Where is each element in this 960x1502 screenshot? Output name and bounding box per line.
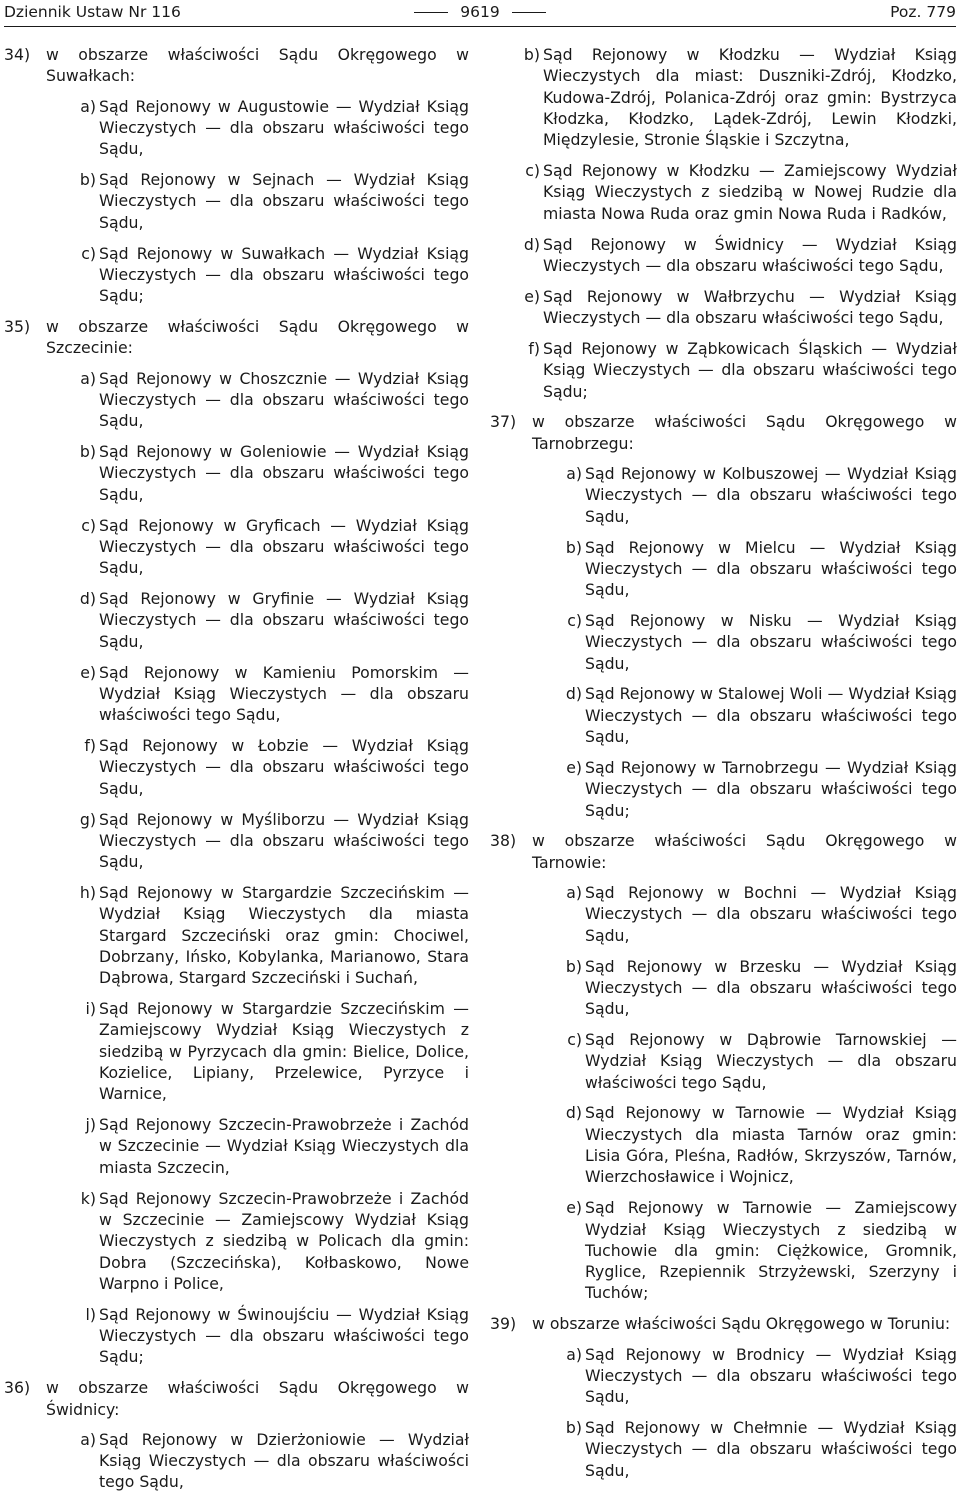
list-item xyxy=(490,956,957,1020)
item-text: Sąd Rejonowy w Goleniowie — Wydział Ksiąg Wieczystych — dla obszaru właściwości tego Sądu, xyxy=(99,442,469,504)
list-item xyxy=(490,1344,957,1408)
list-item xyxy=(4,735,469,799)
item-letter: d) xyxy=(565,1103,582,1123)
section-heading: w obszarze właściwości Sądu Okręgowego w Świdnicy: xyxy=(46,1378,469,1419)
item-letter: d) xyxy=(565,684,582,704)
item-letter: g) xyxy=(79,809,96,829)
item-text: Sąd Rejonowy w Ząbkowicach Śląskich — Wydział Ksiąg Wieczystych — dla obszaru właściwości tego Sądu; xyxy=(543,338,957,401)
item-text: Sąd Rejonowy w Wałbrzychu — Wydział Ksiąg Wieczystych — dla obszaru właściwości tego Sądu, xyxy=(543,286,957,328)
list-item xyxy=(490,1102,957,1187)
list-item xyxy=(4,96,469,160)
item-text: Sąd Rejonowy w Bochni — Wydział Ksiąg Wieczystych — dla obszaru właściwości tego Sądu, xyxy=(585,883,957,945)
item-letter: a) xyxy=(566,1344,582,1364)
list-item xyxy=(490,882,957,946)
item-text: Sąd Rejonowy w Tarnowie — Wydział Ksiąg Wieczystych dla miasta Tarnów oraz gmin: Lisia Góra, Pleśna, Radłów, Skrzyszów, Tarnów, Wierzchosławice i Wojnicz, xyxy=(585,1103,957,1187)
item-text: Sąd Rejonowy w Dzierżoniowie — Wydział Ksiąg Wieczystych — dla obszaru właściwości tego Sądu, xyxy=(99,1429,469,1492)
list-item xyxy=(490,286,957,329)
item-letter: e) xyxy=(524,286,540,306)
list-item xyxy=(4,1188,469,1294)
section-34 xyxy=(4,44,469,306)
page-number: 9619 xyxy=(460,3,500,21)
item-text: Sąd Rejonowy w Gryfinie — Wydział Ksiąg Wieczystych — dla obszaru właściwości tego Sądu, xyxy=(99,589,469,651)
list-item xyxy=(490,338,957,402)
item-letter: a) xyxy=(566,883,582,903)
item-letter: c) xyxy=(81,515,96,535)
item-letter: b) xyxy=(565,1418,582,1438)
item-letter: c) xyxy=(567,1030,582,1049)
item-text: Sąd Rejonowy w Świdnicy — Wydział Ksiąg Wieczystych — dla obszaru właściwości tego Sądu, xyxy=(543,234,957,275)
item-letter: a) xyxy=(80,96,96,116)
item-text: Sąd Rejonowy w Dąbrowie Tarnowskiej — Wydział Ksiąg Wieczystych — dla obszaru właściwości tego Sądu, xyxy=(585,1030,957,1092)
section-39 xyxy=(490,1313,957,1481)
section-37 xyxy=(490,411,957,820)
item-letter: b) xyxy=(565,956,582,976)
section-35 xyxy=(4,316,469,1368)
item-letter: f) xyxy=(84,736,96,756)
item-text: Sąd Rejonowy Szczecin-Prawobrzeże i Zachód w Szczecinie — Zamiejscowy Wydział Ksiąg Wieczystych z siedzibą w Policach dla gmin: Dobra (Szczecińska), Kołbaskowo, Nowe Warpno i Police, xyxy=(99,1188,469,1293)
list-item xyxy=(4,588,469,652)
section-number: 39) xyxy=(490,1314,517,1334)
list-item xyxy=(4,1114,469,1178)
item-text: Sąd Rejonowy w Stargardzie Szczecińskim — Zamiejscowy Wydział Ksiąg Wieczystych z siedzibą w Pyrzycach dla gmin: Bielice, Dolice, Kozielice, Lipiany, Przelewice, Pyrzyce i Warnice, xyxy=(99,999,469,1104)
list-item xyxy=(490,610,957,674)
item-text: Sąd Rejonowy w Kolbuszowej — Wydział Ksiąg Wieczystych — dla obszaru właściwości tego Sądu, xyxy=(585,464,957,526)
section-number: 38) xyxy=(490,831,517,851)
item-text: Sąd Rejonowy w Stalowej Woli — Wydział Ksiąg Wieczystych — dla obszaru właściwości tego Sądu, xyxy=(585,684,957,747)
item-letter: a) xyxy=(80,1429,96,1449)
list-item xyxy=(490,463,957,527)
list-item xyxy=(490,1417,957,1481)
item-letter: a) xyxy=(566,464,582,484)
item-letter: j) xyxy=(85,1115,96,1135)
list-item xyxy=(490,757,957,821)
item-letter: c) xyxy=(525,161,540,181)
list-item xyxy=(4,882,469,988)
item-text: Sąd Rejonowy w Chełmnie — Wydział Ksiąg Wieczystych — dla obszaru właściwości tego Sądu, xyxy=(585,1418,957,1480)
item-letter: e) xyxy=(80,662,96,682)
list-item xyxy=(4,662,469,726)
list-item xyxy=(490,683,957,747)
item-letter: e) xyxy=(566,1198,582,1218)
section-36 xyxy=(4,1377,469,1492)
page-number-block xyxy=(4,2,956,22)
item-text: Sąd Rejonowy w Łobzie — Wydział Ksiąg Wieczystych — dla obszaru właściwości tego Sądu, xyxy=(99,736,469,798)
item-letter: c) xyxy=(81,243,96,263)
left-column xyxy=(4,44,469,1502)
item-text: Sąd Rejonowy w Mielcu — Wydział Ksiąg Wieczystych — dla obszaru właściwości tego Sądu, xyxy=(585,537,957,600)
list-item xyxy=(490,1197,957,1303)
item-text: Sąd Rejonowy w Myśliborzu — Wydział Ksiąg Wieczystych — dla obszaru właściwości tego Sądu, xyxy=(99,809,469,872)
list-item xyxy=(4,809,469,873)
section-38 xyxy=(490,830,957,1303)
list-item xyxy=(4,243,469,307)
list-item xyxy=(4,1429,469,1493)
section-heading: w obszarze właściwości Sądu Okręgowego w Tarnowie: xyxy=(532,831,957,872)
item-text: Sąd Rejonowy w Kamieniu Pomorskim — Wydział Ksiąg Wieczystych — dla obszaru właściwości tego Sądu, xyxy=(99,662,469,725)
section-heading: w obszarze właściwości Sądu Okręgowego w Toruniu: xyxy=(532,1314,951,1334)
section-number: 35) xyxy=(4,317,31,337)
item-text: Sąd Rejonowy w Suwałkach — Wydział Ksiąg Wieczystych — dla obszaru właściwości tego Sądu; xyxy=(99,243,469,306)
item-letter: b) xyxy=(79,442,96,462)
list-item xyxy=(490,44,957,150)
item-letter: h) xyxy=(79,883,96,903)
list-item xyxy=(4,368,469,432)
item-text: Sąd Rejonowy w Gryficach — Wydział Ksiąg Wieczystych — dla obszaru właściwości tego Sądu, xyxy=(99,515,469,578)
section-heading: w obszarze właściwości Sądu Okręgowego w Tarnobrzegu: xyxy=(532,412,957,453)
right-column xyxy=(490,44,957,1491)
section-number: 37) xyxy=(490,412,517,432)
item-letter: l) xyxy=(85,1304,96,1324)
item-letter: k) xyxy=(80,1188,96,1208)
item-text: Sąd Rejonowy w Sejnach — Wydział Ksiąg Wieczystych — dla obszaru właściwości tego Sądu, xyxy=(99,170,469,232)
list-item xyxy=(4,169,469,233)
item-text: Sąd Rejonowy w Kłodzku — Zamiejscowy Wydział Ksiąg Wieczystych z siedzibą w Nowej Rudzie dla miasta Nowa Ruda oraz gmin Nowa Ruda i Radków, xyxy=(543,161,957,223)
list-item xyxy=(4,441,469,505)
item-letter: d) xyxy=(523,234,540,254)
item-text: Sąd Rejonowy w Brodnicy — Wydział Ksiąg Wieczystych — dla obszaru właściwości tego Sądu, xyxy=(585,1344,957,1407)
section-heading: w obszarze właściwości Sądu Okręgowego w Suwałkach: xyxy=(46,45,469,86)
item-text: Sąd Rejonowy w Nisku — Wydział Ksiąg Wieczystych — dla obszaru właściwości tego Sądu, xyxy=(585,610,957,673)
list-item xyxy=(4,1304,469,1368)
item-text: Sąd Rejonowy w Tarnobrzegu — Wydział Ksiąg Wieczystych — dla obszaru właściwości tego Sądu; xyxy=(585,757,957,820)
journal-title: Dziennik Ustaw Nr 116 xyxy=(4,3,181,21)
list-item xyxy=(4,998,469,1104)
list-item xyxy=(490,1029,957,1093)
item-text: Sąd Rejonowy Szczecin-Prawobrzeże i Zachód w Szczecinie — Wydział Ksiąg Wieczystych dla miasta Szczecin, xyxy=(99,1115,469,1177)
item-letter: f) xyxy=(528,338,540,358)
list-item xyxy=(490,537,957,601)
item-letter: d) xyxy=(79,589,96,609)
item-letter: e) xyxy=(566,757,582,777)
page-header xyxy=(4,0,956,26)
item-text: Sąd Rejonowy w Stargardzie Szczecińskim — Wydział Ksiąg Wieczystych dla miasta Stargard Szczeciński oraz gmin: Chociwel, Dobrzany, Ińsko, Kobylanka, Marianowo, Stara Dąbrowa, Stargard Szczeciński i Suchań, xyxy=(99,883,469,988)
section-heading: w obszarze właściwości Sądu Okręgowego w Szczecinie: xyxy=(46,317,469,358)
item-text: Sąd Rejonowy w Brzesku — Wydział Ksiąg Wieczystych — dla obszaru właściwości tego Sądu, xyxy=(585,956,957,1019)
section-number: 36) xyxy=(4,1378,31,1398)
position-number: Poz. 779 xyxy=(890,3,956,21)
item-text: Sąd Rejonowy w Tarnowie — Zamiejscowy Wydział Ksiąg Wieczystych z siedzibą w Tuchowie dla gmin: Ciężkowice, Gromnik, Ryglice, Rzepiennik Strzyżewski, Szerzyny i Tuchów; xyxy=(585,1198,957,1303)
item-letter: a) xyxy=(80,368,96,388)
item-letter: i) xyxy=(85,999,96,1019)
list-item xyxy=(490,234,957,277)
header-rule xyxy=(4,26,956,27)
section-number: 34) xyxy=(4,45,31,64)
item-text: Sąd Rejonowy w Choszcznie — Wydział Ksiąg Wieczystych — dla obszaru właściwości tego Sądu, xyxy=(99,368,469,431)
item-letter: b) xyxy=(523,45,540,64)
item-letter: b) xyxy=(565,537,582,557)
item-text: Sąd Rejonowy w Świnoujściu — Wydział Ksiąg Wieczystych — dla obszaru właściwości tego Sądu; xyxy=(99,1304,469,1367)
item-text: Sąd Rejonowy w Kłodzku — Wydział Ksiąg Wieczystych dla miast: Duszniki-Zdrój, Kłodzko, Kudowa-Zdrój, Polanica-Zdrój oraz gmin: Bystrzyca Kłodzka, Kłodzko, Lądek-Zdrój, Lewin Kłodzki, Międzylesie, Stronie Śląskie i Szczytna, xyxy=(543,45,957,150)
item-letter: c) xyxy=(567,610,582,630)
item-letter: b) xyxy=(79,170,96,190)
list-item xyxy=(4,515,469,579)
item-text: Sąd Rejonowy w Augustowie — Wydział Ksiąg Wieczystych — dla obszaru właściwości tego Sądu, xyxy=(99,96,469,159)
dash-left xyxy=(414,12,448,13)
list-item xyxy=(490,160,957,224)
dash-right xyxy=(512,12,546,13)
